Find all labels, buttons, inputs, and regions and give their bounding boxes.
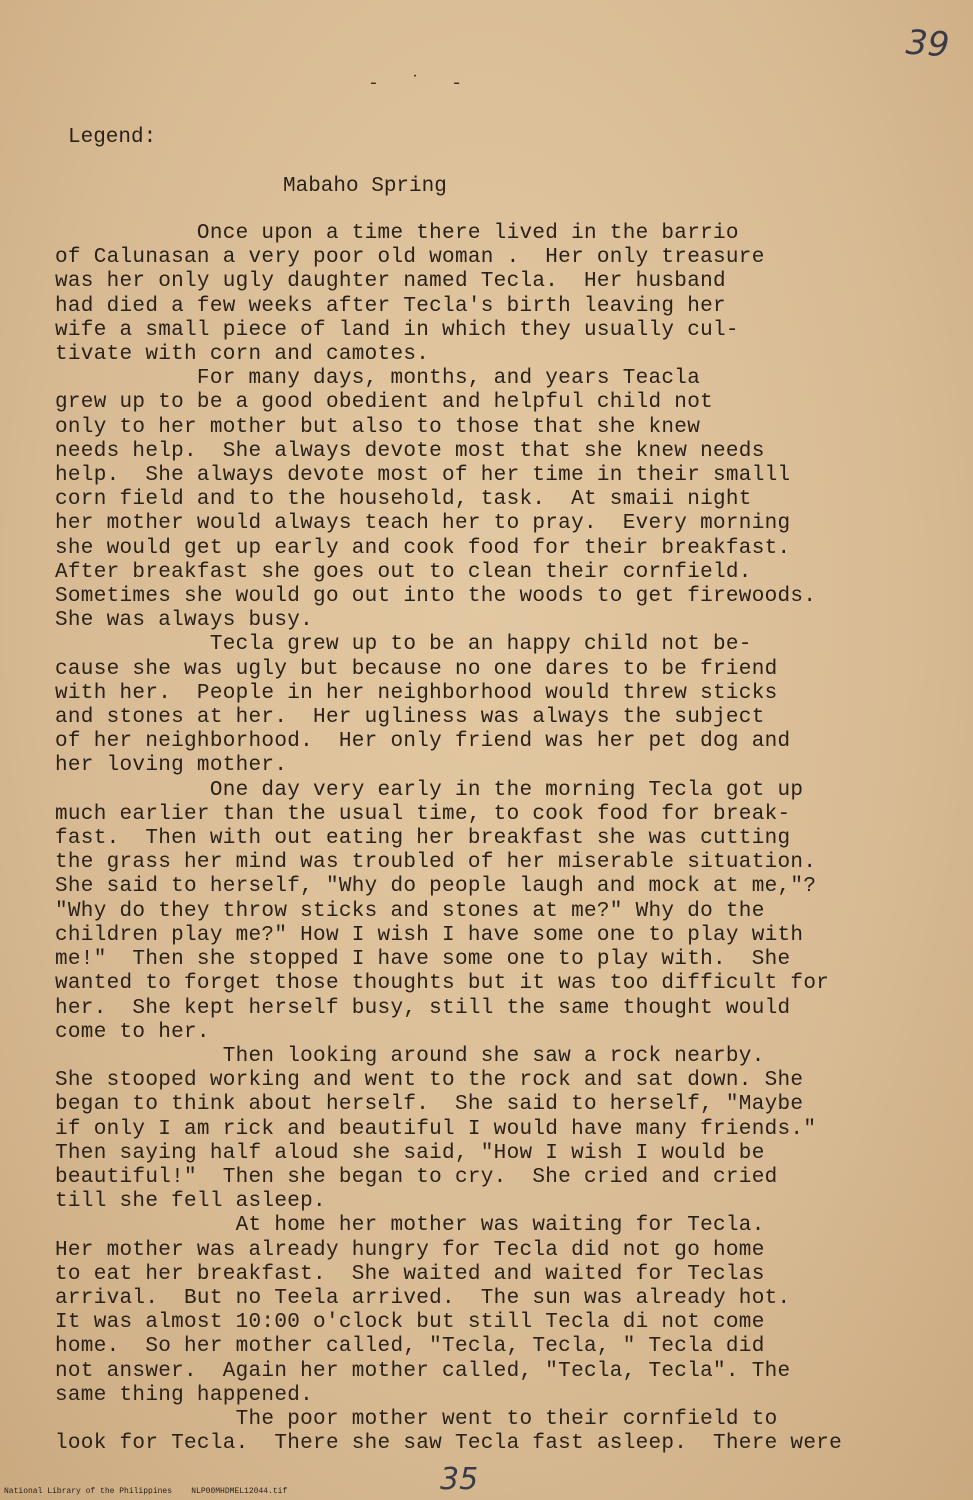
story-body — [55, 222, 945, 1456]
text-line: to eat her breakfast. She waited and waited for Teclas — [55, 1262, 765, 1286]
text-line: Tecla grew up to be an happy child not be- — [55, 633, 752, 657]
handwritten-bottom-page-number: 35 — [440, 1462, 479, 1497]
text-line: tivate with corn and camotes. — [55, 343, 430, 367]
archive-footer: National Library of the Philippines NLP00MHDMEL12044.tif — [4, 1487, 288, 1496]
text-line: She said to herself, "Why do people laugh and mock at me,"? — [55, 875, 817, 899]
text-line: corn field and to the household, task. At smaii night — [55, 488, 752, 512]
top-marks: - ˙ - — [368, 74, 473, 94]
text-line: much earlier than the usual time, to cook food for break- — [55, 802, 791, 826]
text-line: fast. Then with out eating her breakfast she was cutting — [55, 827, 791, 851]
text-line: Her mother was already hungry for Tecla did not go home — [55, 1238, 765, 1262]
text-line: had died a few weeks after Tecla's birth leaving her — [55, 294, 726, 318]
text-line: grew up to be a good obedient and helpful child not — [55, 391, 714, 415]
text-line: Then looking around she saw a rock nearby. — [55, 1044, 765, 1068]
text-line: was her only ugly daughter named Tecla. Her husband — [55, 270, 726, 294]
text-line: Then saying half aloud she said, "How I wish I would be — [55, 1141, 765, 1165]
text-line: look for Tecla. There she saw Tecla fast asleep. There were — [55, 1432, 843, 1456]
text-line: beautiful!" Then she began to cry. She cried and cried — [55, 1165, 778, 1189]
text-line: One day very early in the morning Tecla got up — [55, 778, 804, 802]
text-line: For many days, months, and years Teacla — [55, 367, 701, 391]
text-line: her mother would always teach her to pray. Every morning — [55, 512, 791, 536]
legend-label: Legend: — [68, 126, 157, 149]
text-line: It was almost 10:00 o'clock but still Tecla di not come — [55, 1311, 765, 1335]
text-line: Once upon a time there lived in the barrio — [55, 222, 739, 245]
text-line: not answer. Again her mother called, "Tecla, Tecla". The — [55, 1359, 791, 1383]
text-line: till she fell asleep. — [55, 1190, 326, 1214]
text-line: needs help. She always devote most that she knew needs — [55, 439, 765, 463]
text-line: The poor mother went to their cornfield to — [55, 1407, 778, 1431]
text-line: She stooped working and went to the rock and sat down. She — [55, 1069, 804, 1093]
text-line: She was always busy. — [55, 609, 314, 633]
text-line: children play me?" How I wish I have some one to play with — [55, 923, 804, 947]
text-line: At home her mother was waiting for Tecla. — [55, 1214, 765, 1238]
text-line: if only I am rick and beautiful I would have many friends." — [55, 1117, 817, 1141]
text-line: wife a small piece of land in which they usually cul- — [55, 318, 739, 342]
text-line: her loving mother. — [55, 754, 288, 778]
text-line: come to her. — [55, 1020, 210, 1044]
text-line: cause she was ugly but because no one dares to be friend — [55, 657, 778, 681]
text-line: wanted to forget those thoughts but it was too difficult for — [55, 972, 830, 996]
text-line: the grass her mind was troubled of her miserable situation. — [55, 851, 817, 875]
text-line: me!" Then she stopped I have some one to play with. She — [55, 948, 791, 972]
story-title: Mabaho Spring — [283, 175, 447, 198]
text-line: only to her mother but also to those that she knew — [55, 415, 701, 439]
text-line: same thing happened. — [55, 1383, 314, 1407]
handwritten-page-number: 39 — [904, 22, 951, 66]
text-line: Sometimes she would go out into the woods to get firewoods. — [55, 585, 817, 609]
text-line: "Why do they throw sticks and stones at me?" Why do the — [55, 899, 765, 923]
text-line: arrival. But no Teela arrived. The sun was already hot. — [55, 1286, 791, 1310]
text-line: help. She always devote most of her time in their smalll — [55, 464, 791, 488]
text-line: with her. People in her neighborhood would threw sticks — [55, 681, 778, 705]
text-line: home. So her mother called, "Tecla, Tecla, " Tecla did — [55, 1335, 765, 1359]
text-line: of Calunasan a very poor old woman . Her only treasure — [55, 246, 765, 270]
text-line: of her neighborhood. Her only friend was her pet dog and — [55, 730, 791, 754]
text-line: and stones at her. Her ugliness was always the subject — [55, 706, 765, 730]
text-line: began to think about herself. She said to herself, "Maybe — [55, 1093, 804, 1117]
text-line: her. She kept herself busy, still the same thought would — [55, 996, 791, 1020]
text-line: After breakfast she goes out to clean their cornfield. — [55, 560, 752, 584]
text-line: she would get up early and cook food for their breakfast. — [55, 536, 791, 560]
